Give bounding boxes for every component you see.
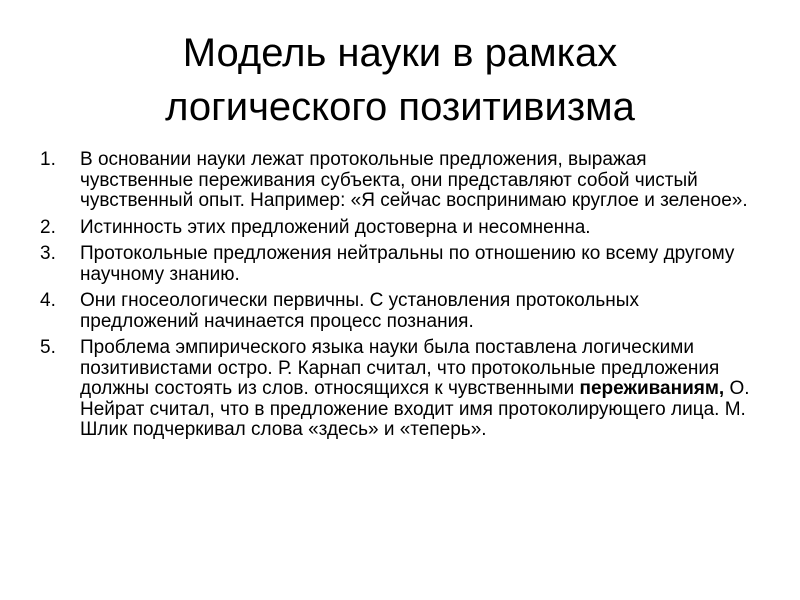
list-item — [40, 244, 760, 285]
list-item-text: Протокольные предложения нейтральны по отношению ко всему другому научному знанию. — [80, 243, 735, 285]
list-item-number: 3. — [40, 243, 56, 264]
list-item-number: 4. — [40, 290, 56, 311]
list-item — [40, 150, 760, 212]
title-line-2: логического позитивизма — [165, 85, 635, 129]
list-item — [40, 218, 760, 239]
list-item-number: 1. — [40, 149, 56, 170]
numbered-list — [40, 150, 760, 447]
list-item-text: В основании науки лежат протокольные предложения, выражая чувственные переживания субъекта, они представляют собой чистый чувственный опыт. Например: «Я сейчас воспринимаю круглое и зеленое». — [80, 149, 748, 211]
list-item — [40, 291, 760, 332]
list-item-number: 5. — [40, 337, 56, 358]
list-item-text: Они гносеологически первичны. С установления протокольных предложений начинается процесс познания. — [80, 290, 639, 332]
slide-title — [60, 26, 740, 134]
list-item-text — [80, 338, 760, 441]
list-item-text: Истинность этих предложений достоверна и несомненна. — [80, 216, 591, 238]
list-item-text-end: О. Нейрат считал, что в предложение входит имя протоколирующего лица. М. Шлик подчеркивал слова «здесь» и «теперь». — [80, 378, 750, 440]
list-item-text-start: Проблема эмпирического языка науки была поставлена логическими позитивистами остро. Р. Карнап считал, что протокольные предложения должны состоять из слов. относящихся к чувственными — [80, 337, 720, 399]
title-line-1: Модель науки в рамках — [182, 31, 618, 75]
list-item-number: 2. — [40, 216, 56, 238]
bold-emphasis-text: переживаниям, — [579, 378, 725, 399]
list-item — [40, 338, 760, 441]
